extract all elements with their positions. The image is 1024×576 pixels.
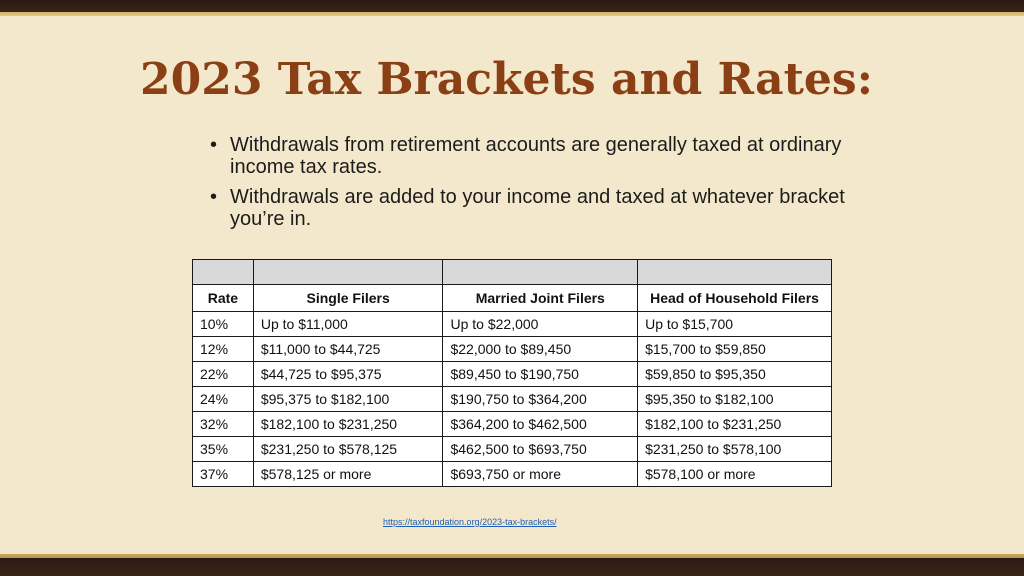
column-header-married-joint: Married Joint Filers [443, 285, 638, 312]
tax-brackets-table [192, 259, 832, 487]
married-joint-cell: $22,000 to $89,450 [443, 337, 638, 362]
top-decorative-bar [0, 0, 1024, 16]
rate-cell: 10% [193, 312, 254, 337]
rate-cell: 35% [193, 437, 254, 462]
table-row [193, 387, 832, 412]
table-row [193, 312, 832, 337]
column-header-single: Single Filers [253, 285, 443, 312]
bullet-icon: • [210, 134, 218, 156]
blank-cell [443, 260, 638, 285]
bullet-text: Withdrawals are added to your income and taxed at whatever bracket you’re in. [230, 186, 845, 230]
bullet-item [210, 186, 850, 230]
column-header-head-of-household: Head of Household Filers [638, 285, 832, 312]
single-filers-cell: $182,100 to $231,250 [253, 412, 443, 437]
single-filers-cell: $578,125 or more [253, 462, 443, 487]
single-filers-cell: $231,250 to $578,125 [253, 437, 443, 462]
bottom-decorative-bar [0, 554, 1024, 576]
bullet-icon: • [210, 186, 218, 208]
head-of-household-cell: $95,350 to $182,100 [638, 387, 832, 412]
married-joint-cell: Up to $22,000 [443, 312, 638, 337]
married-joint-cell: $89,450 to $190,750 [443, 362, 638, 387]
single-filers-cell: $95,375 to $182,100 [253, 387, 443, 412]
head-of-household-cell: Up to $15,700 [638, 312, 832, 337]
head-of-household-cell: $578,100 or more [638, 462, 832, 487]
blank-header-row [193, 260, 832, 285]
source-link[interactable]: https://taxfoundation.org/2023-tax-brackets/ [383, 517, 557, 527]
column-header-rate: Rate [193, 285, 254, 312]
blank-cell [193, 260, 254, 285]
single-filers-cell: Up to $11,000 [253, 312, 443, 337]
table-row [193, 437, 832, 462]
table-row [193, 412, 832, 437]
single-filers-cell: $11,000 to $44,725 [253, 337, 443, 362]
single-filers-cell: $44,725 to $95,375 [253, 362, 443, 387]
blank-cell [253, 260, 443, 285]
bullet-item [210, 134, 850, 178]
bullet-text: Withdrawals from retirement accounts are generally taxed at ordinary income tax rates. [230, 134, 842, 178]
rate-cell: 24% [193, 387, 254, 412]
blank-cell [638, 260, 832, 285]
head-of-household-cell: $59,850 to $95,350 [638, 362, 832, 387]
head-of-household-cell: $182,100 to $231,250 [638, 412, 832, 437]
table-row [193, 462, 832, 487]
bullet-list [210, 134, 850, 238]
header-row [193, 285, 832, 312]
rate-cell: 37% [193, 462, 254, 487]
head-of-household-cell: $15,700 to $59,850 [638, 337, 832, 362]
married-joint-cell: $693,750 or more [443, 462, 638, 487]
married-joint-cell: $364,200 to $462,500 [443, 412, 638, 437]
table-row [193, 362, 832, 387]
table-body [193, 312, 832, 487]
married-joint-cell: $190,750 to $364,200 [443, 387, 638, 412]
slide-title: 2023 Tax Brackets and Rates: [140, 54, 873, 105]
head-of-household-cell: $231,250 to $578,100 [638, 437, 832, 462]
table-row [193, 337, 832, 362]
rate-cell: 22% [193, 362, 254, 387]
rate-cell: 12% [193, 337, 254, 362]
rate-cell: 32% [193, 412, 254, 437]
married-joint-cell: $462,500 to $693,750 [443, 437, 638, 462]
